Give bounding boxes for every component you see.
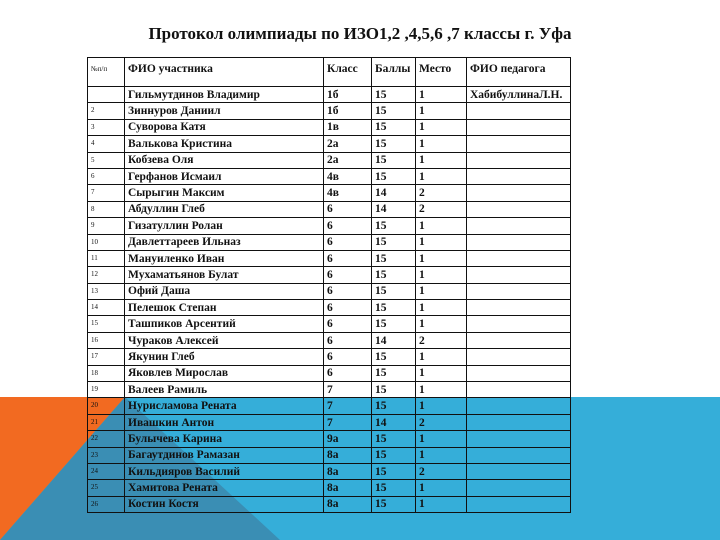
table-row bbox=[88, 496, 571, 512]
place-cell: 2 bbox=[416, 185, 467, 201]
table-row bbox=[88, 201, 571, 217]
table-row bbox=[88, 87, 571, 103]
header-name: ФИО участника bbox=[125, 58, 324, 87]
participant-name-cell: Валеев Рамиль bbox=[125, 382, 324, 398]
header-num: №п/п bbox=[88, 58, 125, 87]
row-num-cell: 21 bbox=[88, 414, 125, 430]
teacher-name-cell bbox=[467, 152, 571, 168]
teacher-name-cell bbox=[467, 234, 571, 250]
teacher-name-cell bbox=[467, 349, 571, 365]
participant-name-cell: Офий Даша bbox=[125, 283, 324, 299]
participant-name-cell: Гильмутдинов Владимир bbox=[125, 87, 324, 103]
row-num-cell: 9 bbox=[88, 218, 125, 234]
place-cell: 1 bbox=[416, 480, 467, 496]
participant-name-cell: Кобзева Оля bbox=[125, 152, 324, 168]
row-num-cell: 23 bbox=[88, 447, 125, 463]
table-row bbox=[88, 332, 571, 348]
row-num-cell: 7 bbox=[88, 185, 125, 201]
header-class: Класс bbox=[324, 58, 372, 87]
participant-name-cell: Пелешок Степан bbox=[125, 300, 324, 316]
place-cell: 1 bbox=[416, 250, 467, 266]
table-header bbox=[88, 58, 571, 87]
place-cell: 2 bbox=[416, 414, 467, 430]
row-num-cell: 8 bbox=[88, 201, 125, 217]
place-cell: 1 bbox=[416, 103, 467, 119]
place-cell: 1 bbox=[416, 152, 467, 168]
place-cell: 1 bbox=[416, 168, 467, 184]
header-score: Баллы bbox=[372, 58, 416, 87]
row-num-cell: 11 bbox=[88, 250, 125, 266]
score-cell: 15 bbox=[372, 267, 416, 283]
class-cell: 9а bbox=[324, 431, 372, 447]
row-num-cell: 5 bbox=[88, 152, 125, 168]
place-cell: 1 bbox=[416, 136, 467, 152]
score-cell: 15 bbox=[372, 87, 416, 103]
teacher-name-cell bbox=[467, 316, 571, 332]
score-cell: 15 bbox=[372, 234, 416, 250]
score-cell: 15 bbox=[372, 496, 416, 512]
place-cell: 1 bbox=[416, 382, 467, 398]
results-table bbox=[87, 57, 571, 513]
place-cell: 1 bbox=[416, 431, 467, 447]
row-num-cell: 4 bbox=[88, 136, 125, 152]
row-num-cell: 3 bbox=[88, 119, 125, 135]
score-cell: 15 bbox=[372, 119, 416, 135]
score-cell: 14 bbox=[372, 185, 416, 201]
row-num-cell: 2 bbox=[88, 103, 125, 119]
place-cell: 1 bbox=[416, 349, 467, 365]
participant-name-cell: Костин Костя bbox=[125, 496, 324, 512]
table-row bbox=[88, 463, 571, 479]
class-cell: 6 bbox=[324, 218, 372, 234]
teacher-name-cell bbox=[467, 382, 571, 398]
table-row bbox=[88, 316, 571, 332]
table-row bbox=[88, 349, 571, 365]
teacher-name-cell bbox=[467, 447, 571, 463]
score-cell: 15 bbox=[372, 398, 416, 414]
row-num-cell: 10 bbox=[88, 234, 125, 250]
table-row bbox=[88, 431, 571, 447]
table-row bbox=[88, 152, 571, 168]
table-row bbox=[88, 234, 571, 250]
score-cell: 15 bbox=[372, 103, 416, 119]
teacher-name-cell bbox=[467, 136, 571, 152]
score-cell: 15 bbox=[372, 152, 416, 168]
score-cell: 15 bbox=[372, 447, 416, 463]
table-row bbox=[88, 447, 571, 463]
teacher-name-cell bbox=[467, 168, 571, 184]
table-row bbox=[88, 382, 571, 398]
row-num-cell: 6 bbox=[88, 168, 125, 184]
participant-name-cell: Кильдияров Василий bbox=[125, 463, 324, 479]
teacher-name-cell bbox=[467, 365, 571, 381]
class-cell: 4в bbox=[324, 168, 372, 184]
place-cell: 1 bbox=[416, 447, 467, 463]
teacher-name-cell bbox=[467, 431, 571, 447]
teacher-name-cell bbox=[467, 103, 571, 119]
place-cell: 1 bbox=[416, 316, 467, 332]
table-row bbox=[88, 365, 571, 381]
score-cell: 15 bbox=[372, 316, 416, 332]
header-teacher: ФИО педагога bbox=[467, 58, 571, 87]
place-cell: 2 bbox=[416, 463, 467, 479]
table-row bbox=[88, 185, 571, 201]
place-cell: 1 bbox=[416, 267, 467, 283]
participant-name-cell: Суворова Катя bbox=[125, 119, 324, 135]
table-row bbox=[88, 250, 571, 266]
teacher-name-cell bbox=[467, 283, 571, 299]
score-cell: 15 bbox=[372, 283, 416, 299]
table-row bbox=[88, 267, 571, 283]
score-cell: 15 bbox=[372, 480, 416, 496]
participant-name-cell: Герфанов Исмаил bbox=[125, 168, 324, 184]
score-cell: 15 bbox=[372, 431, 416, 447]
class-cell: 7 bbox=[324, 398, 372, 414]
score-cell: 14 bbox=[372, 414, 416, 430]
class-cell: 6 bbox=[324, 332, 372, 348]
row-num-cell: 15 bbox=[88, 316, 125, 332]
row-num-cell: 22 bbox=[88, 431, 125, 447]
place-cell: 1 bbox=[416, 234, 467, 250]
class-cell: 1б bbox=[324, 87, 372, 103]
row-num-cell: 17 bbox=[88, 349, 125, 365]
teacher-name-cell bbox=[467, 267, 571, 283]
page-title: Протокол олимпиады по ИЗО1,2 ,4,5,6 ,7 классы г. Уфа bbox=[148, 24, 572, 43]
score-cell: 15 bbox=[372, 382, 416, 398]
class-cell: 6 bbox=[324, 349, 372, 365]
row-num-cell: 20 bbox=[88, 398, 125, 414]
score-cell: 15 bbox=[372, 349, 416, 365]
class-cell: 6 bbox=[324, 365, 372, 381]
participant-name-cell: Булычева Карина bbox=[125, 431, 324, 447]
teacher-name-cell bbox=[467, 398, 571, 414]
score-cell: 14 bbox=[372, 332, 416, 348]
place-cell: 1 bbox=[416, 398, 467, 414]
class-cell: 6 bbox=[324, 300, 372, 316]
class-cell: 7 bbox=[324, 382, 372, 398]
place-cell: 1 bbox=[416, 300, 467, 316]
table-row bbox=[88, 168, 571, 184]
table-row bbox=[88, 119, 571, 135]
place-cell: 1 bbox=[416, 365, 467, 381]
participant-name-cell: Валькова Кристина bbox=[125, 136, 324, 152]
class-cell: 2а bbox=[324, 152, 372, 168]
teacher-name-cell bbox=[467, 250, 571, 266]
place-cell: 1 bbox=[416, 496, 467, 512]
table-row bbox=[88, 283, 571, 299]
participant-name-cell: Сырыгин Максим bbox=[125, 185, 324, 201]
participant-name-cell: Давлеттареев Ильназ bbox=[125, 234, 324, 250]
participant-name-cell: Абдуллин Глеб bbox=[125, 201, 324, 217]
class-cell: 6 bbox=[324, 250, 372, 266]
participant-name-cell: Мухаматьянов Булат bbox=[125, 267, 324, 283]
table-row bbox=[88, 480, 571, 496]
score-cell: 15 bbox=[372, 365, 416, 381]
score-cell: 15 bbox=[372, 218, 416, 234]
table-row bbox=[88, 398, 571, 414]
teacher-name-cell bbox=[467, 496, 571, 512]
teacher-name-cell bbox=[467, 480, 571, 496]
place-cell: 1 bbox=[416, 87, 467, 103]
participant-name-cell: Ташпиков Арсентий bbox=[125, 316, 324, 332]
class-cell: 6 bbox=[324, 316, 372, 332]
participant-name-cell: Мануиленко Иван bbox=[125, 250, 324, 266]
row-num-cell: 18 bbox=[88, 365, 125, 381]
score-cell: 15 bbox=[372, 300, 416, 316]
header-place: Место bbox=[416, 58, 467, 87]
table-row bbox=[88, 103, 571, 119]
participant-name-cell: Багаутдинов Рамазан bbox=[125, 447, 324, 463]
score-cell: 15 bbox=[372, 463, 416, 479]
teacher-name-cell bbox=[467, 300, 571, 316]
participant-name-cell: Якунин Глеб bbox=[125, 349, 324, 365]
row-num-cell: 14 bbox=[88, 300, 125, 316]
class-cell: 8а bbox=[324, 447, 372, 463]
score-cell: 15 bbox=[372, 136, 416, 152]
class-cell: 8а bbox=[324, 480, 372, 496]
participant-name-cell: Нурисламова Рената bbox=[125, 398, 324, 414]
score-cell: 15 bbox=[372, 250, 416, 266]
teacher-name-cell bbox=[467, 332, 571, 348]
table-row bbox=[88, 300, 571, 316]
class-cell: 7 bbox=[324, 414, 372, 430]
participant-name-cell: Яковлев Мирослав bbox=[125, 365, 324, 381]
class-cell: 6 bbox=[324, 234, 372, 250]
class-cell: 6 bbox=[324, 201, 372, 217]
participant-name-cell: Хамитова Рената bbox=[125, 480, 324, 496]
class-cell: 4в bbox=[324, 185, 372, 201]
class-cell: 1б bbox=[324, 103, 372, 119]
class-cell: 8а bbox=[324, 463, 372, 479]
class-cell: 2а bbox=[324, 136, 372, 152]
row-num-cell: 25 bbox=[88, 480, 125, 496]
table-row bbox=[88, 218, 571, 234]
score-cell: 15 bbox=[372, 168, 416, 184]
row-num-cell: 24 bbox=[88, 463, 125, 479]
row-num-cell: 12 bbox=[88, 267, 125, 283]
teacher-name-cell bbox=[467, 463, 571, 479]
class-cell: 6 bbox=[324, 283, 372, 299]
participant-name-cell: Зиннуров Даниил bbox=[125, 103, 324, 119]
participant-name-cell: Гизатуллин Ролан bbox=[125, 218, 324, 234]
class-cell: 6 bbox=[324, 267, 372, 283]
participant-name-cell: Ивашкин Антон bbox=[125, 414, 324, 430]
place-cell: 2 bbox=[416, 332, 467, 348]
score-cell: 14 bbox=[372, 201, 416, 217]
teacher-name-cell bbox=[467, 185, 571, 201]
row-num-cell: 16 bbox=[88, 332, 125, 348]
class-cell: 1в bbox=[324, 119, 372, 135]
teacher-name-cell bbox=[467, 218, 571, 234]
place-cell: 1 bbox=[416, 119, 467, 135]
place-cell: 1 bbox=[416, 283, 467, 299]
place-cell: 1 bbox=[416, 218, 467, 234]
table-row bbox=[88, 136, 571, 152]
place-cell: 2 bbox=[416, 201, 467, 217]
participant-name-cell: Чураков Алексей bbox=[125, 332, 324, 348]
teacher-name-cell bbox=[467, 119, 571, 135]
teacher-name-cell: ХабибуллинаЛ.Н. bbox=[467, 87, 571, 103]
class-cell: 8а bbox=[324, 496, 372, 512]
teacher-name-cell bbox=[467, 201, 571, 217]
teacher-name-cell bbox=[467, 414, 571, 430]
table-row bbox=[88, 414, 571, 430]
row-num-cell: 13 bbox=[88, 283, 125, 299]
row-num-cell: 19 bbox=[88, 382, 125, 398]
row-num-cell: 26 bbox=[88, 496, 125, 512]
row-num-cell bbox=[88, 87, 125, 103]
